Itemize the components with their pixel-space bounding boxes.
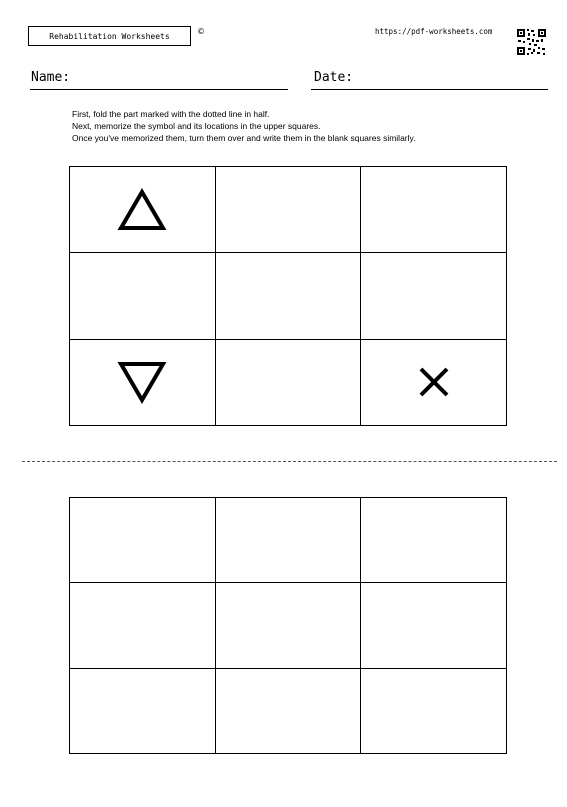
memory-cell	[70, 167, 216, 253]
instruction-line: First, fold the part marked with the dotted line in half.	[72, 109, 270, 119]
memory-cell	[70, 340, 216, 426]
qr-code-icon	[516, 28, 547, 56]
copyright-mark: ©	[197, 27, 205, 36]
instruction-line: Once you've memorized them, turn them over and write them in the blank squares similarly.	[72, 133, 416, 143]
instruction-line: Next, memorize the symbol and its locations in the upper squares.	[72, 121, 321, 131]
memory-cell	[216, 253, 362, 339]
memory-cell	[216, 167, 362, 253]
memory-cell	[361, 167, 507, 253]
memory-grid	[69, 166, 507, 426]
answer-cell[interactable]	[216, 669, 362, 754]
answer-cell[interactable]	[216, 583, 362, 668]
fold-line	[22, 461, 557, 462]
cross-icon	[417, 365, 451, 399]
triangle-down-icon	[117, 360, 167, 404]
answer-cell[interactable]	[70, 669, 216, 754]
answer-cell[interactable]	[361, 498, 507, 583]
memory-cell	[216, 340, 362, 426]
triangle-up-icon	[117, 188, 167, 232]
name-label: Name:	[31, 70, 71, 85]
memory-cell	[361, 253, 507, 339]
answer-cell[interactable]	[361, 583, 507, 668]
instructions	[72, 108, 416, 144]
site-url[interactable]: https://pdf-worksheets.com	[375, 27, 493, 36]
memory-cell	[361, 340, 507, 426]
date-field[interactable]	[311, 89, 548, 90]
answer-cell[interactable]	[70, 498, 216, 583]
answer-cell[interactable]	[70, 583, 216, 668]
name-field[interactable]	[30, 89, 288, 90]
date-label: Date:	[314, 70, 354, 85]
answer-grid	[69, 497, 507, 754]
memory-cell	[70, 253, 216, 339]
answer-cell[interactable]	[361, 669, 507, 754]
answer-cell[interactable]	[216, 498, 362, 583]
worksheet-title: Rehabilitation Worksheets	[28, 26, 191, 46]
